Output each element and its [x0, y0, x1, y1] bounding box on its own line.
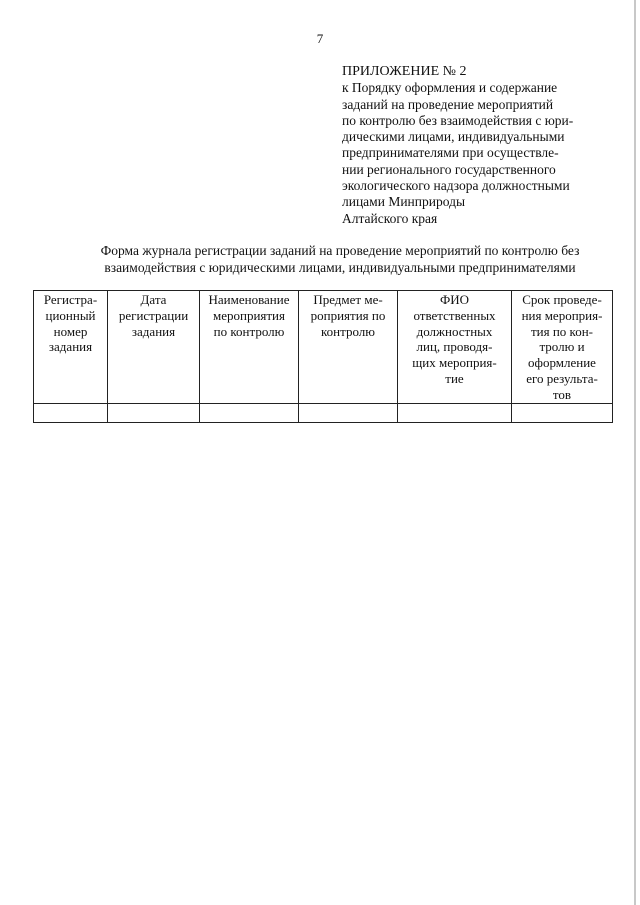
appendix-line: по контролю без взаимодействия с юри-	[342, 112, 574, 128]
header-text-line: задания	[131, 323, 176, 339]
table-cell	[299, 403, 398, 422]
header-text-line: Регистра-	[43, 292, 98, 307]
registration-journal-table	[33, 290, 613, 423]
appendix-line: к Порядку оформления и содержание	[342, 80, 558, 96]
header-event-subject	[299, 291, 398, 404]
table-row	[34, 403, 613, 422]
header-text-line: роприятия по	[310, 307, 386, 323]
header-text-line: мероприятия	[212, 307, 285, 323]
header-text-line: лиц, проводя-	[416, 339, 493, 355]
header-text-line: задания	[48, 339, 93, 355]
header-text-line: щих мероприя-	[412, 355, 497, 371]
header-text-line: ния мероприя-	[521, 307, 603, 323]
header-text-line: контролю	[321, 323, 375, 339]
appendix-line: лицами Минприроды	[342, 194, 466, 210]
table-cell	[108, 403, 200, 422]
header-deadline	[512, 291, 613, 404]
table-header-row	[34, 291, 613, 404]
appendix-block	[342, 64, 612, 227]
header-text-line: ФИО	[439, 292, 470, 307]
appendix-line: дическими лицами, индивидуальными	[342, 129, 565, 145]
header-text-line: Срок проведе-	[522, 292, 602, 307]
header-text-line: оформление	[528, 355, 596, 371]
table-cell	[512, 403, 613, 422]
header-text-line: Предмет ме-	[313, 292, 383, 307]
form-title-line: взаимодействия с юридическими лицами, индивидуальными предпринимателями	[104, 260, 576, 275]
header-responsible-officials	[398, 291, 512, 404]
page-number: 7	[316, 31, 324, 46]
header-registration-number	[34, 291, 108, 404]
table-cell	[34, 403, 108, 422]
form-title-line: Форма журнала регистрации заданий на проведение мероприятий по контролю без	[100, 243, 580, 258]
appendix-title: ПРИЛОЖЕНИЕ № 2	[342, 64, 467, 79]
table-cell	[200, 403, 299, 422]
header-text-line: тов	[552, 386, 572, 402]
header-text-line: по контролю	[213, 323, 285, 339]
table-cell	[398, 403, 512, 422]
appendix-line: нии регионального государственного	[342, 161, 556, 177]
header-text-line: ответственных	[413, 307, 496, 323]
appendix-line: предпринимателями при осуществле-	[342, 145, 559, 161]
header-text-line: номер	[53, 323, 88, 339]
header-text-line: тия по кон-	[530, 323, 594, 339]
header-text-line: ционный	[45, 307, 96, 323]
header-text-line: регистрации	[118, 307, 189, 323]
appendix-line: Алтайского края	[342, 210, 438, 226]
header-registration-date	[108, 291, 200, 404]
appendix-line: экологического надзора должностными	[342, 178, 570, 194]
header-text-line: Дата	[140, 292, 167, 307]
scan-edge-line	[634, 0, 636, 905]
header-event-name	[200, 291, 299, 404]
form-title	[60, 242, 620, 276]
header-text-line: его результа-	[526, 370, 598, 386]
header-text-line: Наименование	[208, 292, 290, 307]
header-text-line: тролю и	[539, 339, 585, 355]
header-text-line: тие	[445, 370, 464, 386]
appendix-line: заданий на проведение мероприятий	[342, 96, 554, 112]
header-text-line: должностных	[416, 323, 493, 339]
